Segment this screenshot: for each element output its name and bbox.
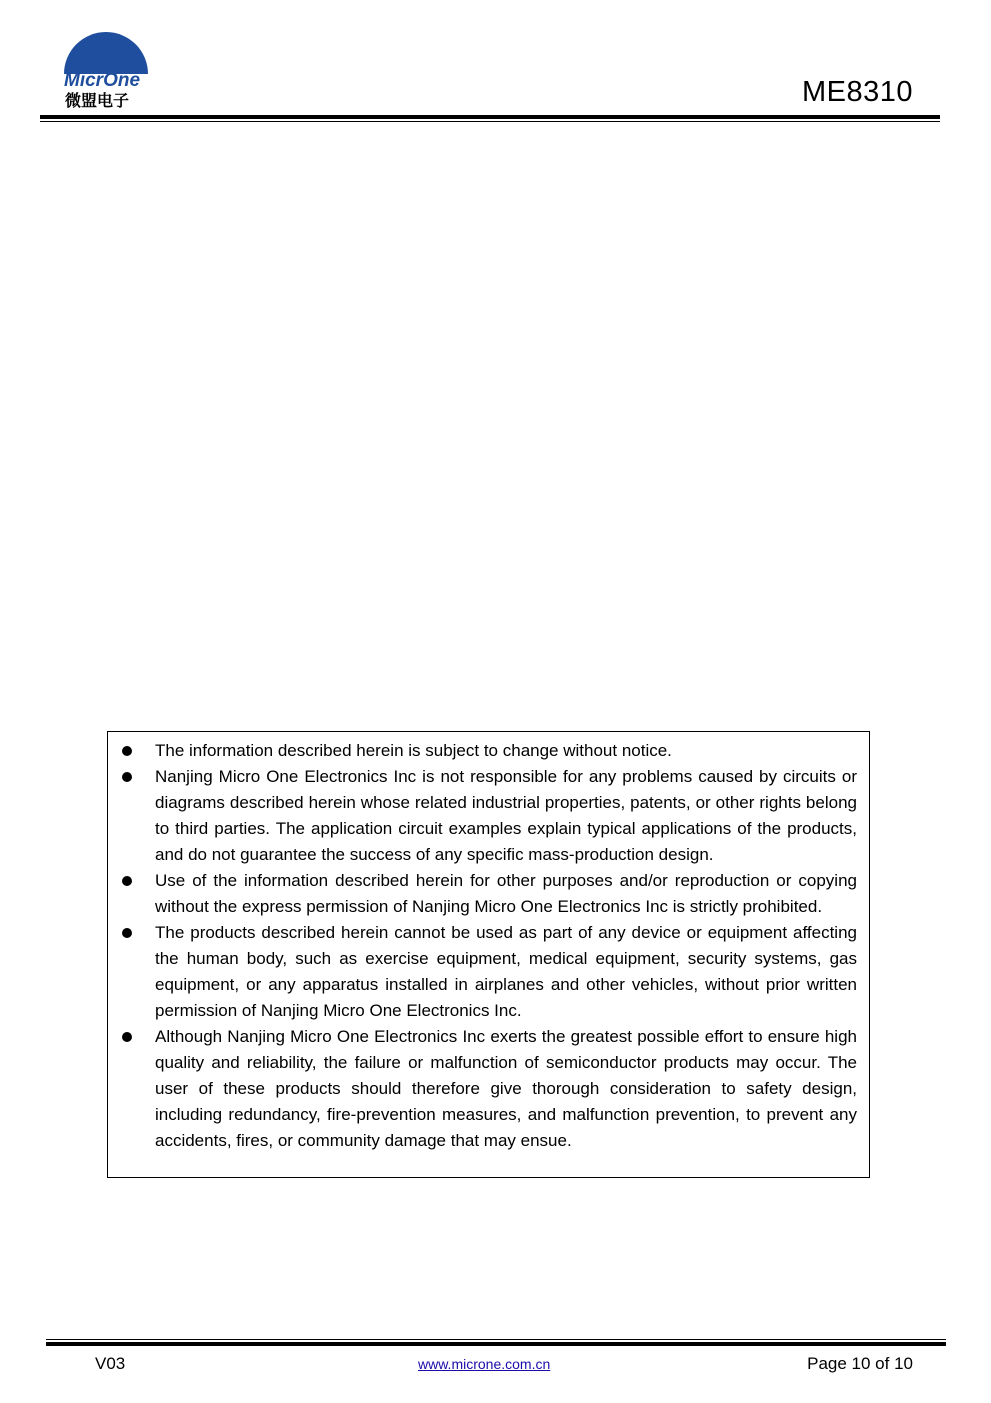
footer-website-link[interactable]: www.microne.com.cn [418, 1356, 551, 1372]
footer-page-number: Page 10 of 10 [807, 1354, 913, 1373]
bullet-icon [122, 1032, 132, 1042]
logo-brand-text: MicrOne [64, 70, 141, 91]
disclaimer-item [108, 1024, 869, 1154]
bullet-icon [122, 746, 132, 756]
disclaimer-list [108, 738, 869, 1154]
bullet-icon [122, 928, 132, 938]
disclaimer-item [108, 738, 869, 764]
disclaimer-text: Use of the information described herein for other purposes and/or reproduction or copying without the express permission of Nanjing Micro One Electronics Inc is strictly prohibited. [155, 871, 857, 916]
company-logo [60, 32, 152, 112]
disclaimer-box [107, 731, 870, 1178]
disclaimer-item [108, 920, 869, 1024]
bullet-icon [122, 772, 132, 782]
disclaimer-text: Although Nanjing Micro One Electronics Inc exerts the greatest possible effort to ensure high quality and reliability, the failure or malfunction of semiconductor products may occur. The user of these products should therefore give thorough consideration to safety design, including redundancy, fire-prevention measures, and malfunction prevention, to prevent any accidents, fires, or community damage that may ensue. [155, 1027, 857, 1150]
header-rule-thin [40, 121, 940, 122]
logo-chinese-text: 微盟电子 [65, 91, 130, 110]
disclaimer-text: Nanjing Micro One Electronics Inc is not responsible for any problems caused by circuits or diagrams described herein whose related industrial properties, patents, or other rights belong to third parties. The application circuit examples explain typical applications of the products, and do not guarantee the success of any specific mass-production design. [155, 767, 857, 864]
footer-rule-thin [46, 1339, 946, 1340]
document-title: ME8310 [801, 76, 913, 108]
disclaimer-item [108, 868, 869, 920]
disclaimer-text: The products described herein cannot be used as part of any device or equipment affecting the human body, such as exercise equipment, medical equipment, security systems, gas equipment, or any apparatus installed in airplanes and other vehicles, without prior written permission of Nanjing Micro One Electronics Inc. [155, 923, 857, 1020]
footer-rule-thick [46, 1342, 946, 1346]
footer-version: V03 [95, 1354, 126, 1373]
header-rule-thick [40, 115, 940, 119]
bullet-icon [122, 876, 132, 886]
logo-dome-icon [64, 32, 148, 74]
disclaimer-text: The information described herein is subject to change without notice. [155, 741, 672, 760]
disclaimer-item [108, 764, 869, 868]
